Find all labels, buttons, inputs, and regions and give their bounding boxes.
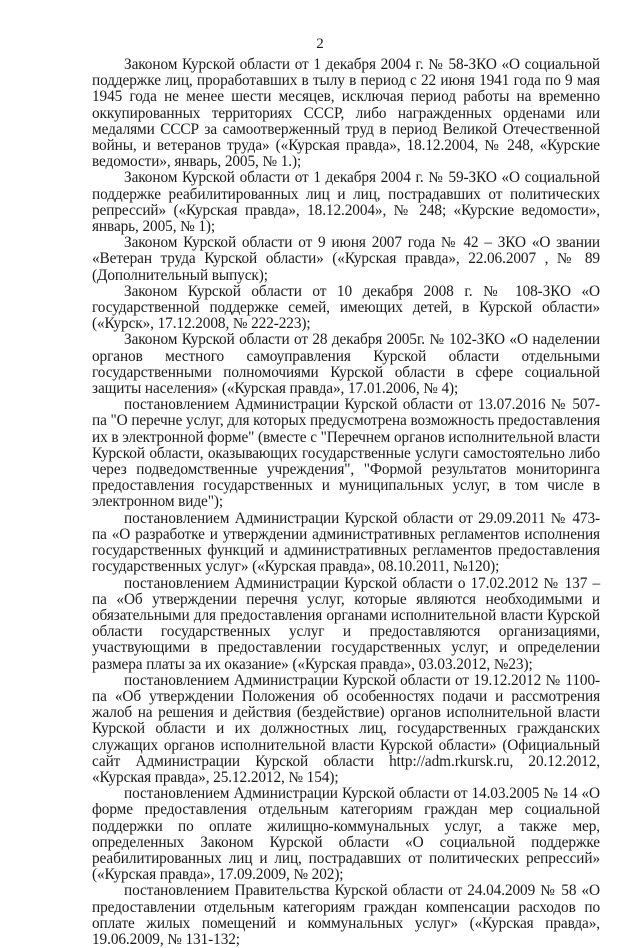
paragraph-resolution-58: постановлением Правительства Курской области от 24.04.2009 № 58 «О предоставлении отдельным категориям граждан компенсации расходов по оплате жилых помещений и коммунальных услуг» («Курская правда», 19.06.2009, № 131-132; bbox=[92, 882, 600, 948]
paragraph-law-42-zko: Законом Курской области от 9 июня 2007 года № 42 – ЗКО «О звании «Ветеран труда Курской области» («Курская правда», 22.06.2007 , № 89 (Дополнительный выпуск); bbox=[92, 234, 600, 284]
paragraph-resolution-14: постановлением Администрации Курской области от 14.03.2005 № 14 «О форме предоставления отдельным категориям граждан мер социальной поддержки по оплате жилищно-коммунальных услуг, а также мер, определенных Законом Курской области «О социальной поддержке реабилитированных лиц и лиц, пострадавших от политических репрессий» («Курская правда», 17.09.2009, № 202); bbox=[92, 785, 600, 884]
paragraph-resolution-137-pa: постановлением Администрации Курской области о 17.02.2012 № 137 – па «Об утверждении перечня услуг, которые являются необходимыми и обязательными для предоставления органами исполнительной власти Курской области государственных услуг и предоставляются организациями, участвующими в предоставлении государственных услуг, и определении размера платы за их оказание» («Курская правда», 03.03.2012, №23); bbox=[92, 574, 600, 673]
paragraph-law-108-zko: Законом Курской области от 10 декабря 2008 г. № 108-ЗКО «О государственной поддержке семей, имеющих детей, в Курской области» («Курск», 17.12.2008, № 222-223); bbox=[92, 282, 600, 333]
paragraph-resolution-507-pa: постановлением Администрации Курской области от 13.07.2016 № 507-па "О перечне услуг, для которых предусмотрена возможность предоставления их в электронной форме" (вместе с "Перечнем органов исполнительной власти Курской области, оказывающих государственные услуги самостоятельно либо через подведомственные учреждения", "Формой результатов мониторинга предоставления государственных и муниципальных услуг, в том числе в электронном виде"); bbox=[92, 396, 600, 511]
paragraph-law-58-zko: Законом Курской области от 1 декабря 2004 г. № 58-ЗКО «О социальной поддержке лиц, проработавших в тылу в период с 22 июня 1941 года по 9 мая 1945 года не менее шести месяцев, исключая период работы на временно оккупированных территориях СССР, либо награжденных орденами или медалями СССР за самоотверженный труд в период Великой Отечественной войны, и ветеранов труда» («Курская правда», 18.12.2004, № 248, «Курские ведомости», январь, 2005, № 1.); bbox=[92, 56, 600, 171]
paragraph-resolution-473-pa: постановлением Администрации Курской области от 29.09.2011 № 473-па «О разработке и утверждении административных регламентов исполнения государственных функций и административных регламентов предоставления государственных услуг» («Курская правда», 08.10.2011, №120); bbox=[92, 509, 600, 576]
paragraph-law-59-zko: Законом Курской области от 1 декабря 2004 г. № 59-ЗКО «О социальной поддержке реабилитированных лиц и лиц, пострадавших от политических репрессий» («Курская правда», 18.12.2004», № 248; «Курские ведомости», январь, 2005, № 1); bbox=[92, 169, 600, 236]
page-number: 2 bbox=[316, 36, 324, 52]
paragraph-resolution-1100-pa: постановлением Администрации Курской области от 19.12.2012 № 1100-па «Об утверждении Положения об особенностях подачи и рассмотрения жалоб на решения и действия (бездействие) органов исполнительной власти Курской области и их должностных лиц, государственных гражданских служащих органов исполнительной власти Курской области» (Официальный сайт Администрации Курской области http://adm.rkursk.ru, 20.12.2012, «Курская правда», 25.12.2012, № 154); bbox=[92, 671, 600, 786]
paragraph-law-102-zko: Законом Курской области от 28 декабря 2005г. № 102-ЗКО «О наделении органов местного самоуправления Курской области отдельными государственными полномочиями Курской области в сфере социальной защиты населения» («Курская правда», 17.01.2006, № 4); bbox=[92, 331, 600, 398]
document-body bbox=[92, 57, 600, 948]
